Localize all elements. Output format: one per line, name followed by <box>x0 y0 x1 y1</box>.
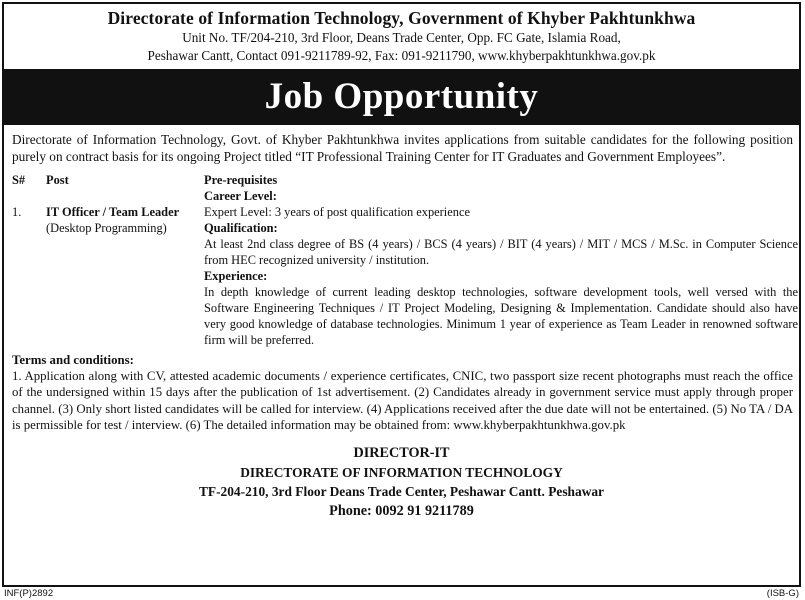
post-title: IT Officer / Team Leader <box>46 205 180 219</box>
ref-code-left: INF(P)2892 <box>4 588 54 599</box>
header <box>4 4 799 65</box>
career-level-label: Career Level: <box>204 189 277 203</box>
footer-organization: DIRECTORATE OF INFORMATION TECHNOLOGY <box>240 465 563 481</box>
address-line-2: Peshawar Cantt, Contact 091-9211789-92, Fax: 091-9211790, www.khyberpakhtunkhwa.gov.pk <box>147 48 656 63</box>
terms-text: 1. Application along with CV, attested academic documents / experience certificates, CNIC, two passport size recent photographs must reach the office of the undersigned within 15 days after the publication of 1st advertisement. (2) Candidates already in government service must apply through proper channel. (3) Only short listed candidates will be called for interview. (4) Applications received after the due date will not be entertained. (5) No TA / DA is permissible for test / interview. (6) The detailed information may be obtained from: www.khyberpakhtunkhwa.gov.pk <box>12 369 793 432</box>
row-sn: 1. <box>12 205 22 219</box>
ref-code-right: (ISB-G) <box>766 588 799 599</box>
row-prerequisites <box>204 188 798 348</box>
qualification-label: Qualification: <box>204 221 278 235</box>
address-line-1: Unit No. TF/204-210, 3rd Floor, Deans Trade Center, Opp. FC Gate, Islamia Road, <box>182 30 621 45</box>
qualification-text: At least 2nd class degree of BS (4 years) / BCS (4 years) / BIT (4 years) / MIT / MCS / M.Sc. in Computer Science from HEC recognized university / institution. <box>204 237 798 267</box>
col-header-prerequisites: Pre-requisites <box>204 173 278 187</box>
row-post <box>46 204 196 236</box>
terms-title: Terms and conditions: <box>12 353 134 367</box>
experience-label: Experience: <box>204 269 268 283</box>
footer-phone: Phone: 0092 91 9211789 <box>329 503 474 520</box>
career-level-text: Expert Level: 3 years of post qualification experience <box>204 205 470 219</box>
title-banner: Job Opportunity <box>4 69 799 125</box>
signature-block <box>4 444 799 521</box>
post-subtitle: (Desktop Programming) <box>46 221 167 235</box>
advertisement-frame <box>2 2 801 587</box>
terms-section <box>4 352 799 433</box>
intro-paragraph: Directorate of Information Technology, Govt. of Khyber Pakhtunkhwa invites applications from suitable candidates for the following position purely on contract basis for its ongoing Project titled “IT Professional Training Center for IT Graduates and Government Employees”. <box>12 132 793 164</box>
org-name: Directorate of Information Technology, Government of Khyber Pakhtunkhwa <box>107 8 696 28</box>
positions-table <box>4 172 799 352</box>
footer-address: TF-204-210, 3rd Floor Deans Trade Center, Peshawar Cantt. Peshawar <box>198 484 605 500</box>
col-header-post: Post <box>46 173 69 187</box>
experience-text: In depth knowledge of current leading desktop technologies, software development tools, well versed with the Software Engineering Techniques / IT Project Modeling, Designing & Implementation. Candidate should also have very good knowledge of database technologies. Minimum 1 year of experience as Team Leader in renowned software firm will be preferred. <box>204 285 798 347</box>
col-header-sn: S# <box>12 173 26 187</box>
footer-designation: DIRECTOR-IT <box>353 445 450 462</box>
